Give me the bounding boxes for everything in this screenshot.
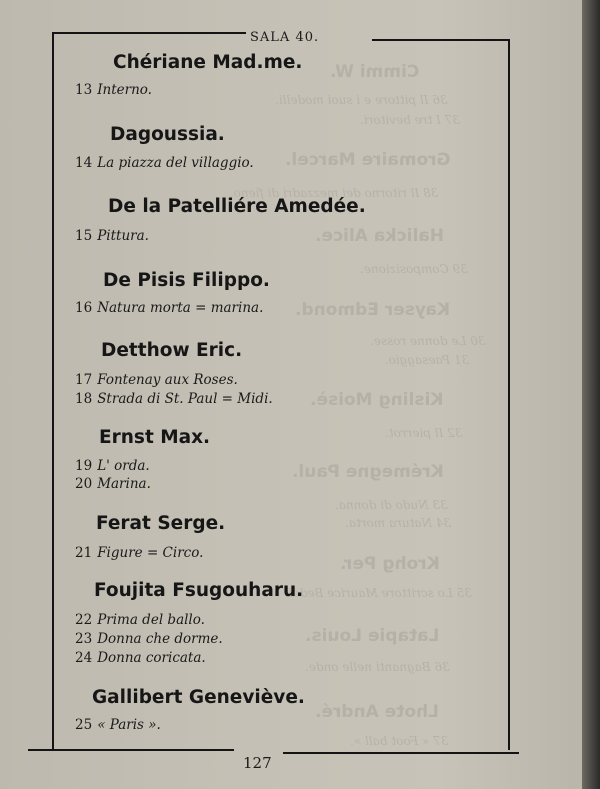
artist-name: De Pisis Filippo. (103, 270, 270, 291)
work-entry: 20 Marina. (75, 476, 151, 492)
work-entry: 17 Fontenay aux Roses. (75, 372, 238, 388)
work-entry: 16 Natura morta = marina. (75, 300, 264, 316)
artist-name: De la Patelliére Amedée. (108, 196, 366, 217)
work-entry: 18 Strada di St. Paul = Midi. (75, 391, 273, 407)
book-spine-shadow (582, 0, 600, 789)
work-entry: 22 Prima del ballo. (75, 612, 205, 628)
work-entry: 15 Pittura. (75, 228, 149, 244)
artist-name: Foujita Fsugouharu. (94, 580, 304, 601)
artist-name: Dagoussia. (110, 124, 225, 145)
work-entry: 23 Donna che dorme. (75, 631, 223, 647)
work-entry: 19 L' orda. (75, 458, 150, 474)
artist-name: Ernst Max. (99, 427, 211, 448)
catalog-page: Cimmi W. 36 Il pittore e i suoi modelli. 37 I tre bevitori. Gromaire Marcel. 38 Il ritorno dei mezzadri di fieno. Halicka Alice. 39 Composizione. Kayser Edmond. 30 Le donne rosse. 31 Paesaggio. Kisling Moisè. 32 Il pierrot. Krémegne Paul. 33 Nudo di donna. 34 Natura morta. Krohg Per. 35 Lo scrittore Maurice Bedel. Latapie Louis. 36 Bagnanti nelle onde. Lhote André. 37 « Foot ball ». SALA 40. Chériane Mad.me. 13 Interno. Dagoussia. 14 La piazza del villaggio. De la Patelliére Amedée. 15 Pittura. De Pisis Filippo. 16 Natura morta = marina. Detthow Eric. 17 Fontenay aux Roses. 18 Strada di St. Paul = Midi. Ernst Max. 19 L' orda. 20 Marina. Ferat Serge. 21 Figure = Circo. Foujita Fsugouharu. 22 Prima del ballo. 23 Donna che dorme. 24 Donna coricata. Gallibert Geneviève. 25 « Paris ». 127 (0, 0, 586, 789)
page-header: SALA 40. (250, 30, 320, 45)
artist-name: Chériane Mad.me. (113, 52, 303, 73)
work-entry: 14 La piazza del villaggio. (75, 155, 254, 171)
work-entry: 25 « Paris ». (75, 717, 161, 733)
work-entry: 13 Interno. (75, 82, 152, 98)
artist-name: Detthow Eric. (101, 340, 243, 361)
page-number: 127 (243, 754, 272, 772)
artist-name: Gallibert Geneviève. (92, 687, 305, 708)
artist-name: Ferat Serge. (96, 513, 226, 534)
work-entry: 24 Donna coricata. (75, 650, 206, 666)
work-entry: 21 Figure = Circo. (75, 545, 204, 561)
